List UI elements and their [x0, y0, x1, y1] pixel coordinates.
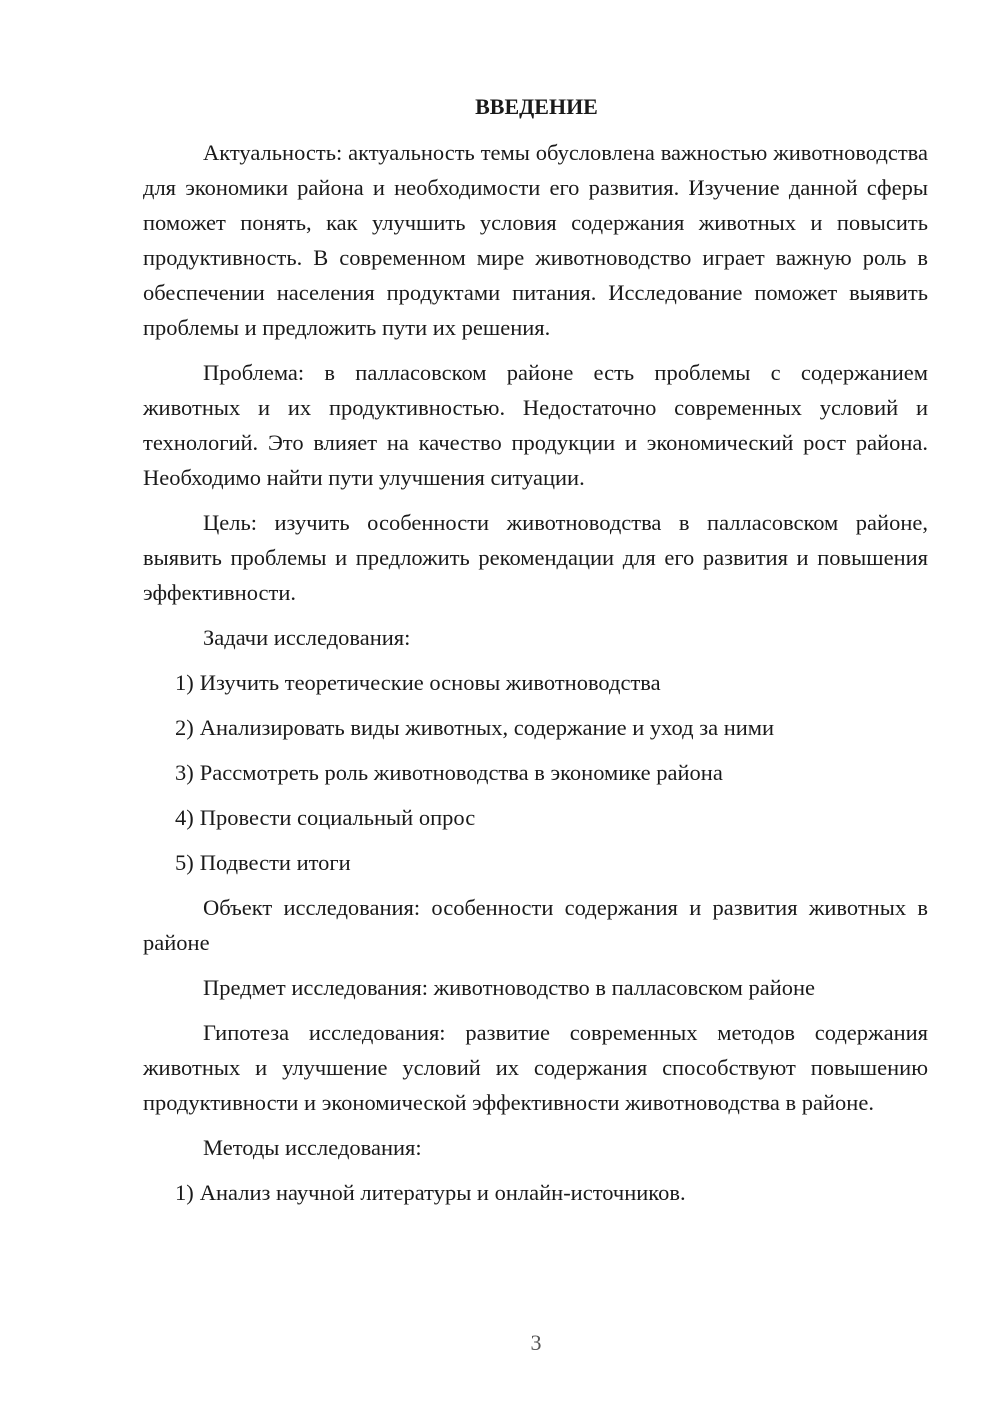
list-item-number: 1) — [175, 670, 194, 695]
list-item — [143, 1175, 928, 1210]
relevance-paragraph: Актуальность: актуальность темы обусловлена важностью животноводства для экономики района и необходимости его развития. Изучение данной сферы поможет понять, как улучшить условия содержания животных и повысить продуктивность. В современном мире животноводство играет важную роль в обеспечении населения продуктами питания. Исследование поможет выявить проблемы и предложить пути их решения. — [143, 140, 928, 340]
list-item-text: Рассмотреть роль животноводства в экономике района — [199, 760, 723, 785]
list-item-text: Провести социальный опрос — [199, 805, 476, 830]
list-item-number: 2) — [175, 715, 194, 740]
list-item-number: 5) — [175, 850, 194, 875]
list-item-text: Подвести итоги — [199, 850, 351, 875]
list-item — [143, 800, 928, 835]
tasks-list — [143, 665, 928, 880]
list-item-text: Анализ научной литературы и онлайн-источников. — [199, 1180, 686, 1205]
subject-paragraph: Предмет исследования: животноводство в палласовском районе — [203, 975, 816, 1000]
list-item-number: 1) — [175, 1180, 194, 1205]
methods-label: Методы исследования: — [203, 1135, 422, 1160]
list-item — [143, 665, 928, 700]
list-item — [143, 845, 928, 880]
hypothesis-paragraph: Гипотеза исследования: развитие современных методов содержания животных и улучшение условий их содержания способствуют повышению продуктивности и экономической эффективности животноводства в районе. — [143, 1020, 928, 1115]
list-item-text: Анализировать виды животных, содержание и уход за ними — [199, 715, 775, 740]
list-item-number: 4) — [175, 805, 194, 830]
section-heading: ВВЕДЕНИЕ — [475, 94, 598, 119]
page-number: 3 — [530, 1330, 542, 1355]
list-item-number: 3) — [175, 760, 194, 785]
list-item — [143, 755, 928, 790]
goal-paragraph: Цель: изучить особенности животноводства в палласовском районе, выявить проблемы и предложить рекомендации для его развития и повышения эффективности. — [143, 510, 928, 605]
list-item — [143, 710, 928, 745]
tasks-label: Задачи исследования: — [203, 625, 411, 650]
problem-paragraph: Проблема: в палласовском районе есть проблемы с содержанием животных и их продуктивностью. Недостаточно современных условий и технологий. Это влияет на качество продукции и экономический рост района. Необходимо найти пути улучшения ситуации. — [143, 360, 928, 490]
document-page — [143, 92, 928, 1220]
object-paragraph: Объект исследования: особенности содержания и развития животных в районе — [143, 895, 928, 955]
methods-list — [143, 1175, 928, 1210]
list-item-text: Изучить теоретические основы животноводства — [199, 670, 661, 695]
